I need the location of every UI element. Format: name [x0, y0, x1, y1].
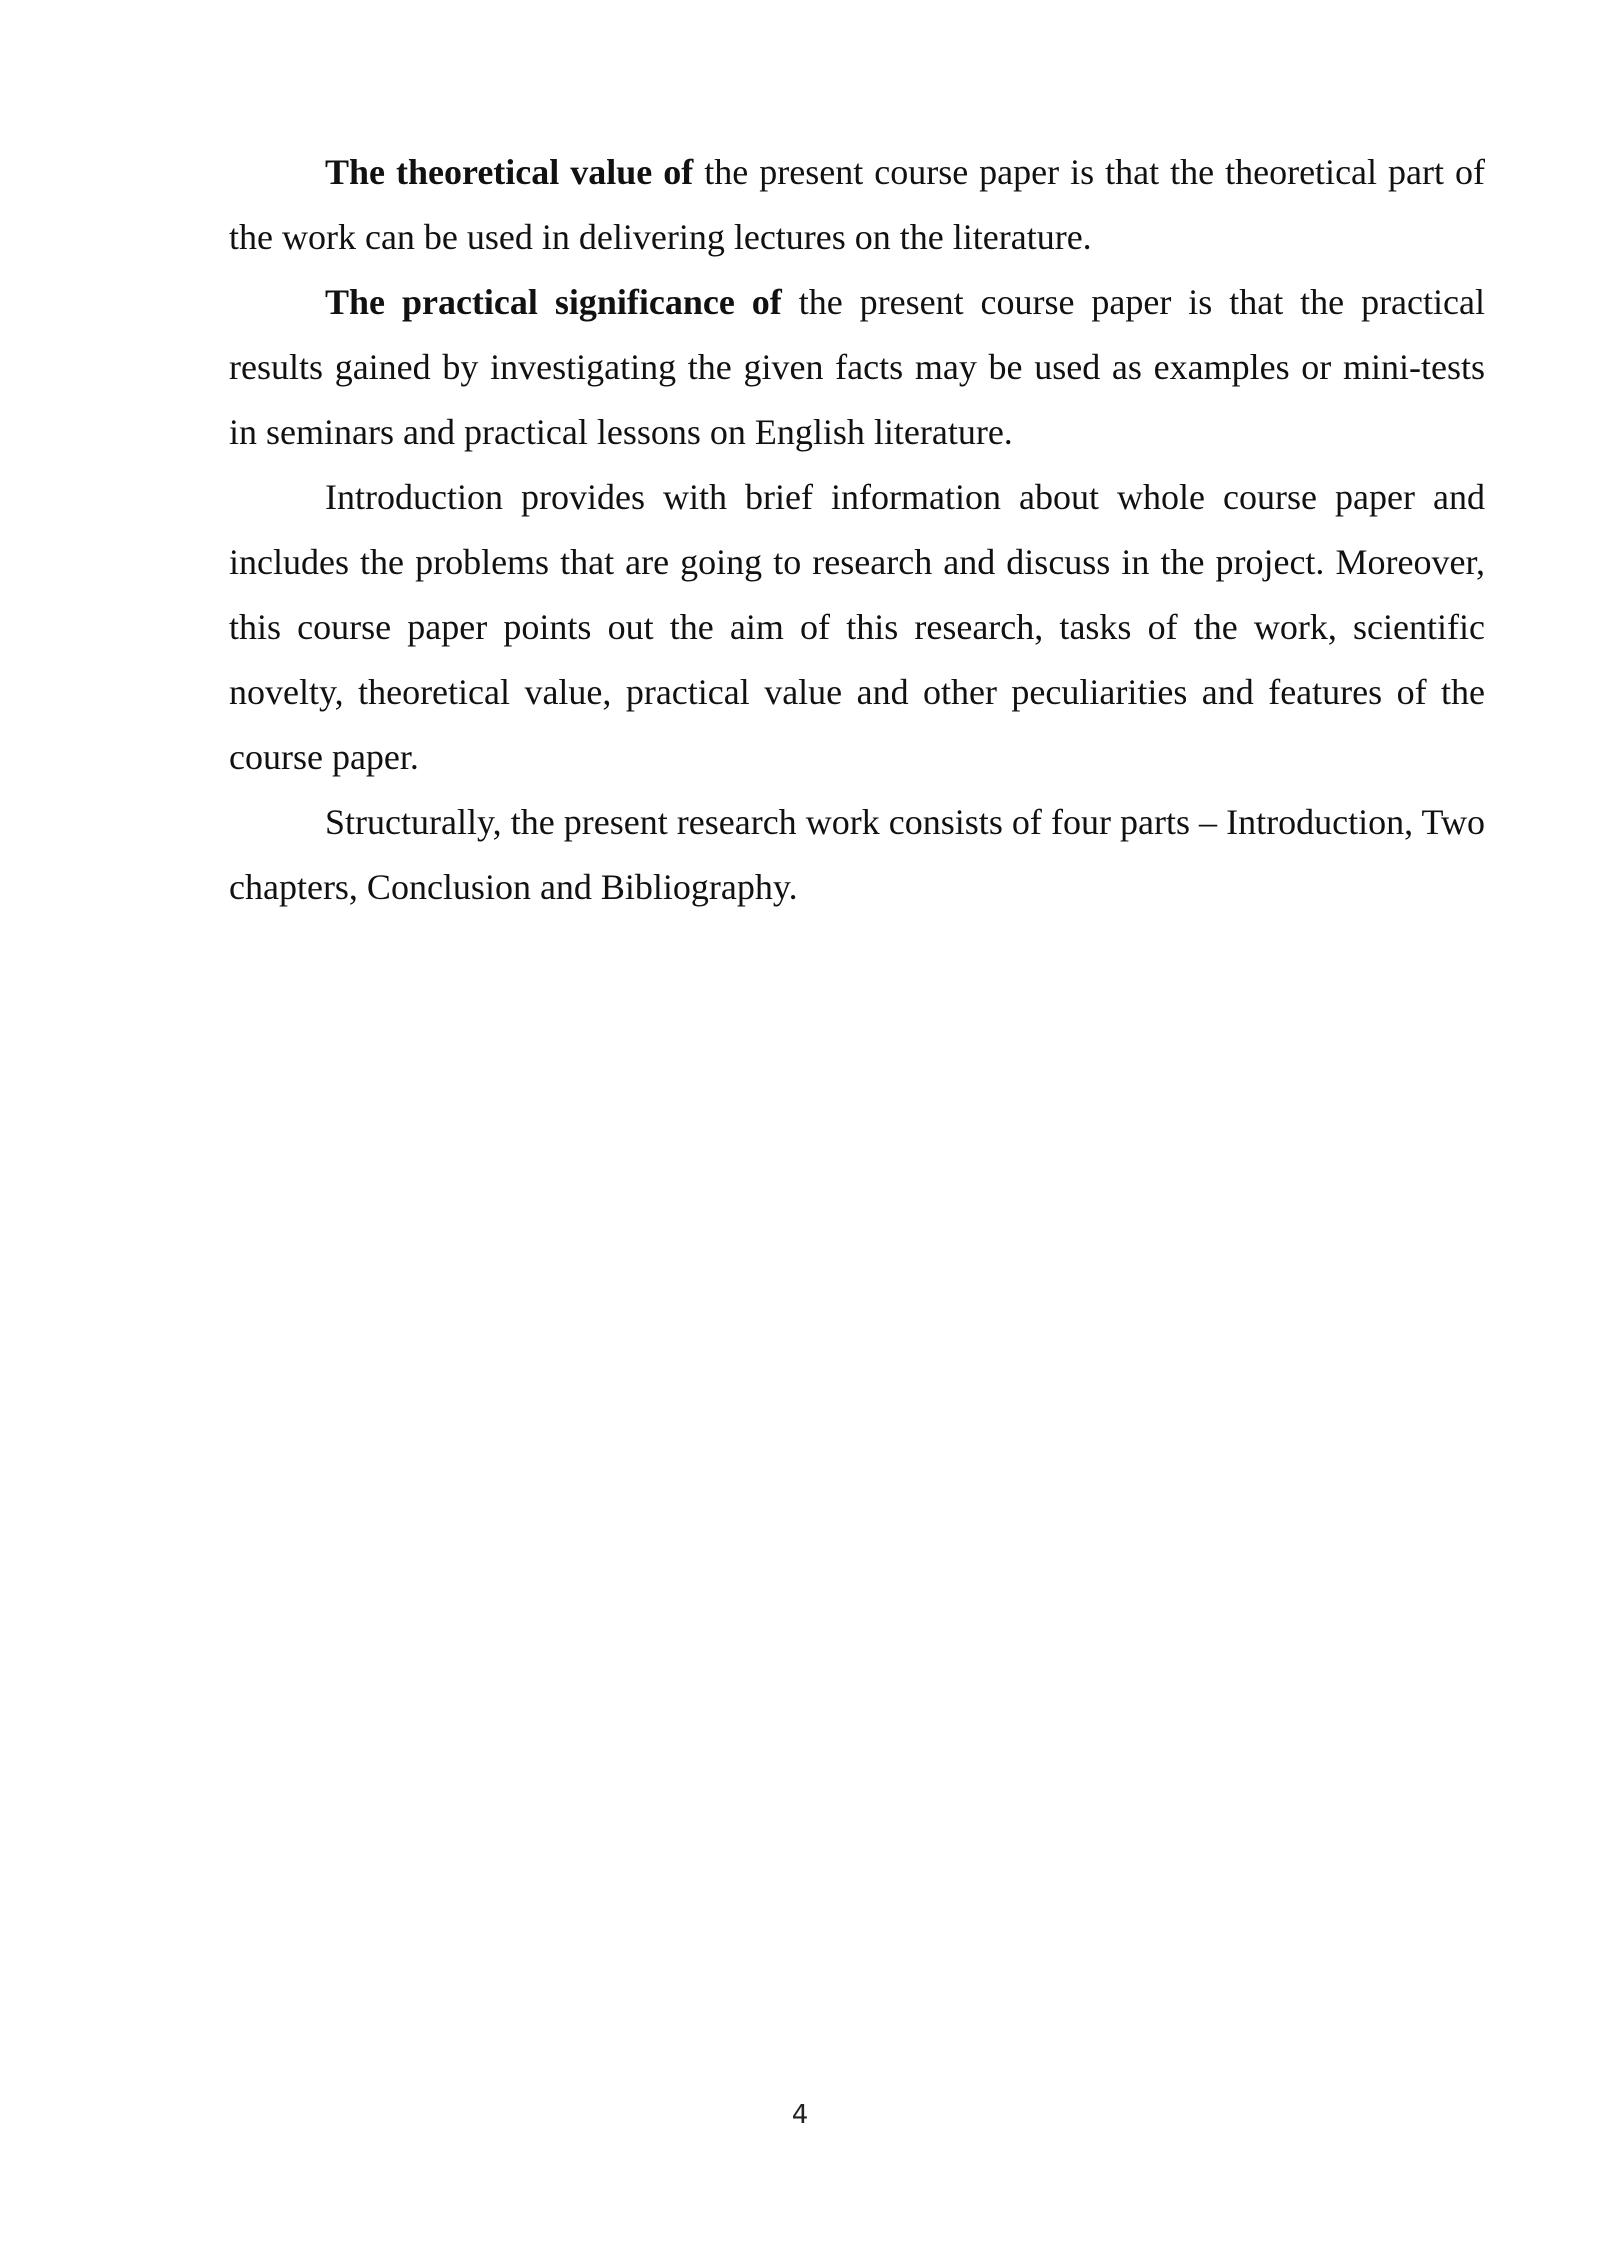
paragraph-lead-bold: The practical significance of	[325, 282, 782, 322]
paragraph-structure	[229, 790, 1485, 920]
paragraph-practical-significance	[229, 270, 1485, 465]
paragraph-text: the present course paper is that the theoretical part of the work can be used in delivering lectures on the literature.	[229, 152, 1485, 257]
paragraph-text: Introduction provides with brief information about whole course paper and includes the problems that are going to research and discuss in the project. Moreover, this course paper points out the aim of this research, tasks of the work, scientific novelty, theoretical value, practical value and other peculiarities and features of the course paper.	[229, 477, 1485, 777]
document-body	[229, 140, 1485, 920]
paragraph-text: Structurally, the present research work consists of four parts – Introduction, Two chapters, Conclusion and Bibliography.	[229, 802, 1485, 907]
paragraph-introduction-overview	[229, 465, 1485, 790]
paragraph-text: the present course paper is that the practical results gained by investigating the given facts may be used as examples or mini-tests in seminars and practical lessons on English literature.	[229, 282, 1485, 452]
paragraph-lead-bold: The theoretical value of	[325, 152, 694, 192]
paragraph-theoretical-value	[229, 140, 1485, 270]
page-number: 4	[791, 2100, 809, 2130]
